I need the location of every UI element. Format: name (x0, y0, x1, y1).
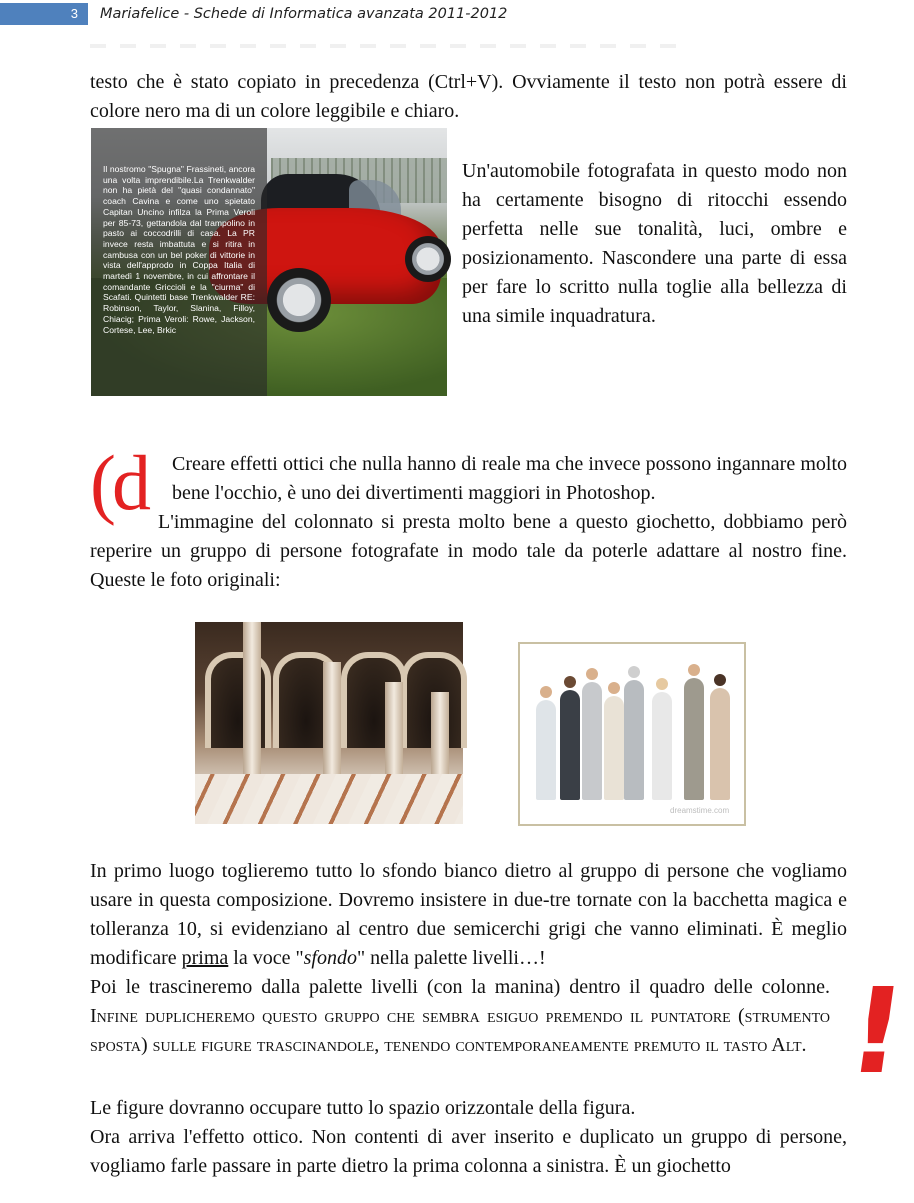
section-paragraph (90, 508, 847, 595)
car-front-wheel (267, 268, 331, 332)
car-text-overlay (91, 128, 267, 396)
car-caption (462, 157, 847, 331)
body-p2: Poi le trascineremo dalla palette livelli (con la manina) dentro il quadro delle colonne. Infine duplicheremo questo gruppo che sembra esiguo premendo il puntatore (strumento sposta) sulle figure trascinandole, tenendo contemporaneamente premuto il tasto Alt. (90, 976, 830, 1056)
header-title: Mariafelice - Schede di Informatica avanzata 2011-2012 (100, 6, 508, 22)
section-intro (172, 450, 847, 508)
person (582, 682, 602, 800)
car-caption-text: Un'automobile fotografata in questo modo non ha certamente bisogno di ritocchi essendo perfetta nelle sue tonalità, luci, ombre e posizionamento. Nascondere una parte di essa per fare lo scritto nulla toglie alla bellezza di una simile inquadratura. (462, 160, 847, 327)
people-photo (518, 642, 746, 826)
person (536, 700, 556, 800)
page-number-badge (0, 3, 88, 25)
person (560, 690, 580, 800)
smallcaps-text: Infine duplicheremo questo gruppo che sembra esiguo premendo il puntatore (strumento sposta) sulle figure trascinandole, tenendo contemporaneamente premuto il tasto Alt. (90, 1005, 830, 1056)
body-p1: In primo luogo toglieremo tutto lo sfondo bianco dietro al gruppo di persone che vogliamo usare in questa composizione. Dovremo insistere in due-tre tornate con la bacchetta magica e tolleranza 10, si evidenziano al centro due semicerchi grigi che vanno eliminati. È meglio modificare prima la voce "sfondo" nella palette livelli…! (90, 860, 847, 969)
section-line1: Creare effetti ottici che nulla hanno di reale ma che invece possono ingannare molto bene l'occhio, è uno dei divertimenti maggiori in Photoshop. (172, 453, 847, 504)
body-p3: Le figure dovranno occupare tutto lo spazio orizzontale della figura. (90, 1097, 636, 1119)
car-rear-wheel (405, 236, 451, 282)
section-line2: L'immagine del colonnato si presta molto bene a questo giochetto, dobbiamo però reperire un gruppo di persone fotografate in modo tale da poterle adattare al nostro fine. Queste le foto originali: (90, 511, 847, 591)
arch (205, 652, 271, 748)
watermark: dreamstime.com (670, 806, 730, 815)
exclamation-mark: ! (840, 962, 914, 1100)
column (323, 662, 341, 788)
person (604, 696, 624, 800)
body-paragraph-4 (90, 1123, 847, 1181)
person (684, 678, 704, 800)
intro-text: testo che è stato copiato in precedenza (Ctrl+V). Ovviamente il testo non potrà essere di colore nero ma di un colore leggibile e chiaro. (90, 71, 847, 122)
column (243, 622, 261, 788)
car-photo (91, 128, 447, 396)
page-number: 3 (70, 6, 78, 21)
italic-word: sfondo (303, 947, 357, 969)
body-p4: Ora arriva l'effetto ottico. Non contenti di aver inserito e duplicato un gruppo di persone, vogliamo farle passare in parte dietro la prima colonna a sinistra. È un giochetto (90, 1126, 847, 1177)
colonnade-floor (195, 774, 463, 824)
body-paragraph-2 (90, 973, 830, 1060)
person (652, 692, 672, 800)
body-paragraph-3 (90, 1094, 847, 1123)
underlined-word: prima (181, 947, 229, 969)
overlay-text: Il nostromo "Spugna" Frassineti, ancora una volta imprendibile.La Trenkwalder non ha pietà del "quasi condannato" coach Cavina e come uno spietato Capitan Uncino infilza la Prima Veroli per 85-73, gettandola dal trampolino in pasto ai coccodrilli di casa. La PR invece resta imbattuta e si ritira in cambusa con un bel poker di vittorie in vista dell'approdo in Coppa Italia di martedì 1 novembre, in cui affrontare il comandante Griccioli e la "ciurma" di Scafati. Quintetti base Trenkwalder RE: Robinson, Taylor, Slanina, Filloy, Chiacig; Prima Veroli: Rowe, Jackson, Cortese, Lee, Brkic (103, 164, 255, 335)
header-divider (90, 44, 685, 48)
column (385, 682, 403, 788)
person (710, 688, 730, 800)
dropcap: (d (90, 439, 147, 526)
body-paragraph-1 (90, 857, 847, 973)
person (624, 680, 644, 800)
intro-paragraph (90, 68, 847, 126)
colonnade-photo (195, 622, 463, 824)
